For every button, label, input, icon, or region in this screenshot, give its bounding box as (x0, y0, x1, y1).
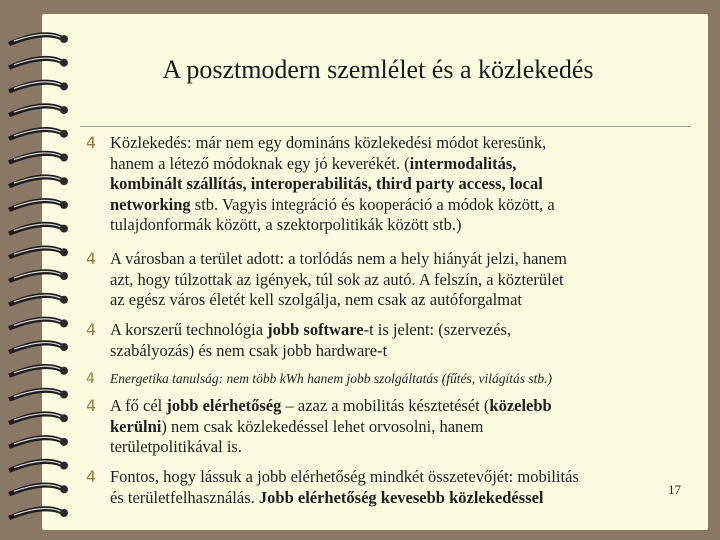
bullet-3-line-2: szabályozás) és nem csak jobb hardware-t (110, 340, 388, 360)
bullet-5-line-2: kerülni) nem csak közlekedéssel lehet orvosolni, hanem (110, 416, 484, 436)
bullet-1-line-1: Közlekedés: már nem egy domináns közlekedési módot keresünk, (110, 133, 547, 152)
bullet-2-line-1: A városban a terület adott: a torlódás nem a hely hiányát jelzi, hanem (110, 249, 567, 268)
bullet-2-line-2: azt, hogy túlzottak az igények, túl sok az autó. A felszín, a közterület (110, 269, 564, 289)
bullet-item-1 (86, 133, 555, 236)
bullet-marker-icon: 4 (86, 396, 97, 415)
bullet-marker-icon: 4 (86, 467, 97, 486)
bullet-6-line-1: Fontos, hogy lássuk a jobb elérhetőség mindkét összetevőjét: mobilitás (110, 467, 579, 486)
bullet-item-3 (86, 320, 512, 361)
bullet-1-line-2: hanem a létező módoknak egy jó keverékét. (intermodalitás, (110, 153, 517, 173)
bullet-marker-icon: 4 (86, 371, 95, 387)
bullet-5-line-3: területpolitikával is. (110, 437, 242, 456)
page-number: 17 (668, 482, 681, 497)
bullet-item-2 (86, 249, 567, 311)
bullet-3-line-1: A korszerű technológia jobb software-t is jelent: (szervezés, (110, 320, 512, 339)
bullet-marker-icon: 4 (86, 320, 97, 339)
bullet-6-line-2: és területfelhasználás. Jobb elérhetőség kevesebb közlekedéssel (110, 487, 544, 507)
bullet-marker-icon: 4 (86, 249, 97, 268)
bullet-marker-icon: 4 (86, 133, 97, 152)
bullet-4-line-1: Energetika tanulság: nem több kWh hanem jobb szolgáltatás (fűtés, világítás stb.) (110, 371, 552, 386)
bullet-1-line-5: tulajdonformák között, a szektorpolitikák között stb.) (110, 215, 462, 234)
bullet-1-line-3: kombinált szállítás, interoperabilitás, third party access, local (110, 174, 543, 193)
bullet-item-5 (86, 396, 552, 458)
bullet-1-line-4: networking stb. Vagyis integráció és kooperáció a módok között, a (110, 194, 555, 214)
bullet-2-line-3: az egész város életét kell szolgálja, nem csak az autóforgalmat (110, 290, 523, 309)
bullet-5-line-1: A fő cél jobb elérhetőség – azaz a mobilitás késztetését (közelebb (110, 396, 552, 415)
bullet-item-6 (86, 467, 579, 508)
bullet-item-4 (86, 370, 552, 388)
slide-title: A posztmodern szemlélet és a közlekedés (162, 55, 594, 84)
